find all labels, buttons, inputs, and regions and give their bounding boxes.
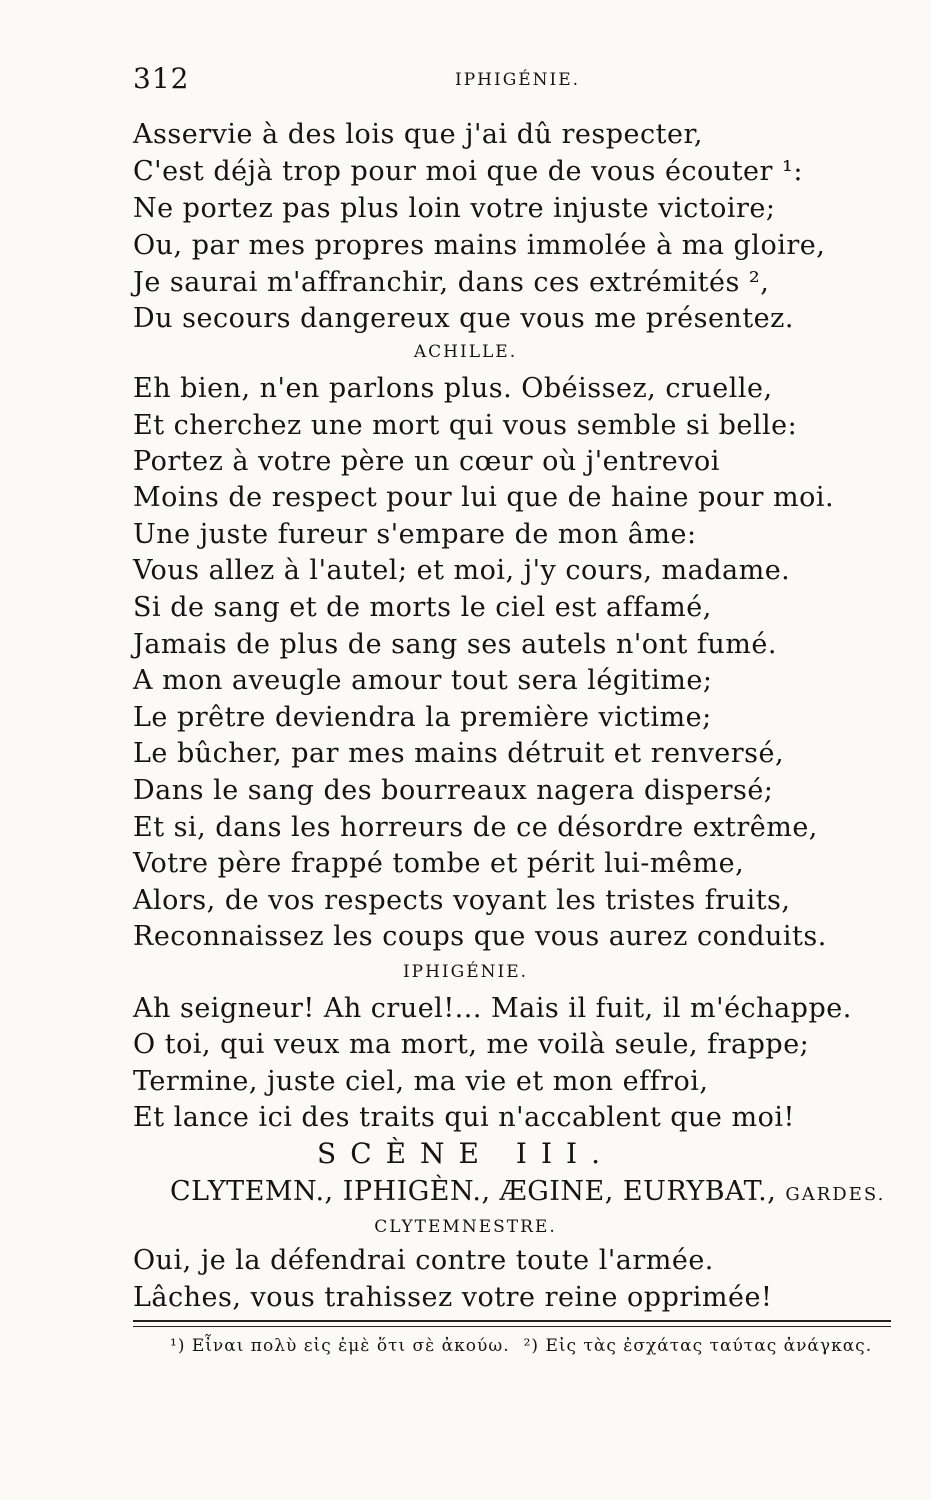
verse-line: Termine, juste ciel, ma vie et mon effroi, bbox=[133, 1066, 709, 1097]
verse-line: A mon aveugle amour tout sera légitime; bbox=[133, 665, 713, 696]
verse-line: Alors, de vos respects voyant les tristes fruits, bbox=[133, 885, 791, 916]
verse-line: Et si, dans les horreurs de ce désordre extrême, bbox=[133, 812, 818, 843]
footnote-2: ²) Εἰς τὰς ἐσχάτας ταύτας ἀνάγκας. bbox=[523, 1336, 873, 1356]
verse-line: Une juste fureur s'empare de mon âme: bbox=[133, 519, 697, 550]
page-number: 312 bbox=[133, 62, 190, 95]
verse-line: Et lance ici des traits qui n'accablent que moi! bbox=[133, 1102, 795, 1133]
scene-characters bbox=[170, 1176, 886, 1207]
verse-line: Votre père frappé tombe et périt lui-même, bbox=[133, 848, 745, 879]
verse-line: Si de sang et de morts le ciel est affamé, bbox=[133, 592, 712, 623]
verse-line: Du secours dangereux que vous me présentez. bbox=[133, 303, 794, 334]
verse-line: Asservie à des lois que j'ai dû respecter, bbox=[133, 119, 703, 150]
verse-line: Portez à votre père un cœur où j'entrevoi bbox=[133, 446, 720, 477]
verse-line: O toi, qui veux ma mort, me voilà seule, frappe; bbox=[133, 1029, 810, 1060]
verse-line: Je saurai m'affranchir, dans ces extrémités ², bbox=[133, 267, 770, 298]
gardes-label: GARDES. bbox=[785, 1184, 886, 1205]
speaker-name: CLYTEMNESTRE. bbox=[374, 1217, 557, 1237]
verse-line: Reconnaissez les coups que vous aurez conduits. bbox=[133, 921, 827, 952]
verse-line: Ou, par mes propres mains immolée à ma gloire, bbox=[133, 230, 826, 261]
verse-line: Et cherchez une mort qui vous semble si belle: bbox=[133, 410, 798, 441]
verse-line: Oui, je la défendrai contre toute l'armée. bbox=[133, 1245, 714, 1276]
verse-line: C'est déjà trop pour moi que de vous écouter ¹: bbox=[133, 156, 803, 187]
verse-line: Moins de respect pour lui que de haine pour moi. bbox=[133, 482, 835, 513]
footnote-1: ¹) Εἶναι πολὺ εἰς ἐμὲ ὅτι σὲ ἀκούω. bbox=[170, 1336, 510, 1356]
speaker-name: IPHIGÉNIE. bbox=[402, 962, 529, 982]
verse-line: Jamais de plus de sang ses autels n'ont fumé. bbox=[133, 629, 777, 660]
verse-line: Le prêtre deviendra la première victime; bbox=[133, 702, 712, 733]
character-list: CLYTEMN., IPHIGÈN., ÆGINE, EURYBAT., bbox=[170, 1176, 777, 1207]
verse-line: Eh bien, n'en parlons plus. Obéissez, cruelle, bbox=[133, 373, 773, 404]
verse-line: Lâches, vous trahissez votre reine opprimée! bbox=[133, 1282, 773, 1313]
speaker-name: ACHILLE. bbox=[413, 342, 518, 362]
footnote-rule bbox=[133, 1320, 891, 1322]
footnotes bbox=[170, 1336, 872, 1356]
verse-line: Le bûcher, par mes mains détruit et renversé, bbox=[133, 738, 785, 769]
verse-line: Vous allez à l'autel; et moi, j'y cours, madame. bbox=[133, 555, 791, 586]
running-head: IPHIGÉNIE. bbox=[455, 70, 581, 90]
footnote-rule bbox=[133, 1326, 891, 1327]
verse-line: Ah seigneur! Ah cruel!... Mais il fuit, il m'échappe. bbox=[133, 993, 852, 1024]
verse-line: Ne portez pas plus loin votre injuste victoire; bbox=[133, 193, 776, 224]
verse-line: Dans le sang des bourreaux nagera dispersé; bbox=[133, 775, 774, 806]
page-header bbox=[133, 62, 796, 98]
scene-title: SCÈNE III. bbox=[317, 1137, 614, 1170]
